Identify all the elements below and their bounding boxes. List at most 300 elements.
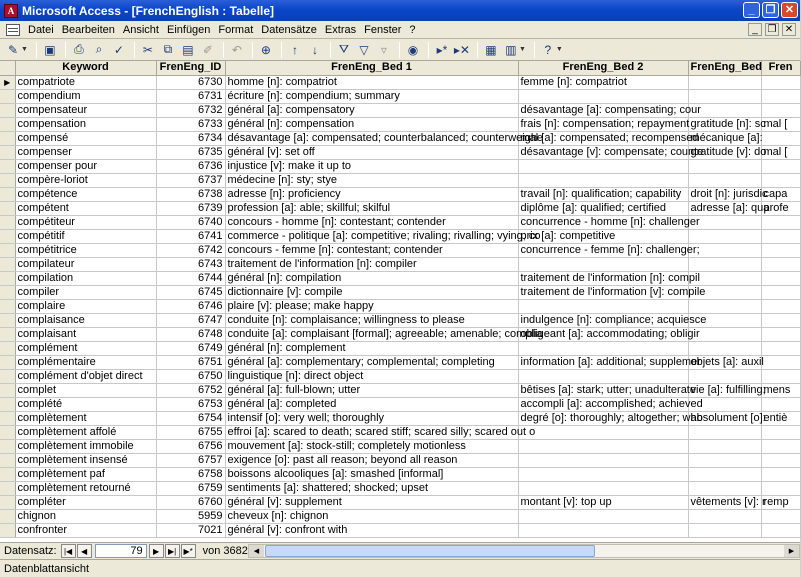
cell-bed-2[interactable]: travail [n]: qualification; capability: [518, 187, 688, 201]
record-selector[interactable]: [0, 271, 15, 285]
cell-bed-1[interactable]: linguistique [n]: direct object: [225, 369, 518, 383]
cell-keyword[interactable]: compétiteur: [15, 215, 156, 229]
cell-bed-2[interactable]: [518, 89, 688, 103]
undo-icon[interactable]: ↶: [231, 42, 242, 57]
cell-bed-1[interactable]: sentiments [a]: shattered; shocked; upset: [225, 481, 518, 495]
cell-freneng-id[interactable]: 6758: [156, 467, 225, 481]
paste-icon[interactable]: ▤: [182, 42, 194, 57]
cell-bed-3[interactable]: vie [a]: fulfilling;: [688, 383, 761, 397]
help-dropdown-arrow-icon[interactable]: ▼: [555, 46, 563, 53]
table-row[interactable]: [0, 187, 800, 201]
new-object-icon[interactable]: ▥: [505, 42, 517, 57]
table-row[interactable]: [0, 299, 800, 313]
cell-bed-4[interactable]: [761, 369, 800, 383]
cell-keyword[interactable]: compère-loriot: [15, 173, 156, 187]
cell-bed-2[interactable]: [518, 509, 688, 523]
table-row[interactable]: [0, 327, 800, 341]
column-header-bed-2[interactable]: FrenEng_Bed 2: [518, 61, 688, 75]
cell-bed-2[interactable]: [518, 425, 688, 439]
cell-freneng-id[interactable]: 6747: [156, 313, 225, 327]
table-row[interactable]: [0, 341, 800, 355]
cell-bed-4[interactable]: [761, 509, 800, 523]
cell-keyword[interactable]: complètement affolé: [15, 425, 156, 439]
cell-bed-1[interactable]: traitement de l'information [n]: compiler: [225, 257, 518, 271]
cell-bed-4[interactable]: [761, 481, 800, 495]
cell-freneng-id[interactable]: 6730: [156, 75, 225, 89]
cell-bed-3[interactable]: gratitude [n]: sc: [688, 117, 761, 131]
record-selector[interactable]: [0, 411, 15, 425]
record-selector[interactable]: [0, 355, 15, 369]
help-icon[interactable]: ?: [544, 42, 552, 57]
table-row[interactable]: [0, 369, 800, 383]
cell-bed-2[interactable]: concurrence - femme [n]: challenger;: [518, 243, 688, 257]
filter-by-selection-icon[interactable]: ⛛: [338, 42, 349, 56]
cell-bed-2[interactable]: [518, 523, 688, 537]
cell-bed-3[interactable]: adresse [a]: qua: [688, 201, 761, 215]
cell-bed-2[interactable]: information [a]: additional; supplemer: [518, 355, 688, 369]
cell-bed-4[interactable]: [761, 341, 800, 355]
record-selector[interactable]: [0, 439, 15, 453]
record-selector[interactable]: ▶: [0, 75, 15, 89]
cell-bed-2[interactable]: femme [n]: compatriot: [518, 75, 688, 89]
record-selector[interactable]: [0, 509, 15, 523]
cell-bed-2[interactable]: [518, 467, 688, 481]
cell-bed-4[interactable]: [761, 327, 800, 341]
cell-bed-1[interactable]: général [a]: complementary; complemental; completing: [225, 355, 518, 369]
cell-keyword[interactable]: compendium: [15, 89, 156, 103]
column-header-bed-1[interactable]: FrenEng_Bed 1: [225, 61, 518, 75]
record-selector[interactable]: [0, 243, 15, 257]
delete-record-icon[interactable]: ▸✕: [453, 42, 470, 57]
spelling-icon[interactable]: ✓: [113, 42, 124, 57]
cell-keyword[interactable]: compétitif: [15, 229, 156, 243]
cell-bed-2[interactable]: désavantage [v]: compensate; counte: [518, 145, 688, 159]
cell-bed-3[interactable]: mécanique [a]:: [688, 131, 761, 145]
record-selector[interactable]: [0, 201, 15, 215]
cell-keyword[interactable]: complètement paf: [15, 467, 156, 481]
record-selector[interactable]: [0, 369, 15, 383]
cell-bed-2[interactable]: frais [n]: compensation; repayment: [518, 117, 688, 131]
cell-freneng-id[interactable]: 6740: [156, 215, 225, 229]
record-selector[interactable]: [0, 145, 15, 159]
cell-bed-4[interactable]: [761, 425, 800, 439]
menu-extras[interactable]: Extras: [324, 23, 357, 36]
record-selector[interactable]: [0, 467, 15, 481]
view-icon[interactable]: ✎: [7, 42, 19, 57]
cell-bed-1[interactable]: conduite [a]: complaisant [formal]; agreeable; amenable; complia: [225, 327, 518, 341]
cell-bed-3[interactable]: [688, 523, 761, 537]
cell-keyword[interactable]: compensateur: [15, 103, 156, 117]
cell-bed-3[interactable]: [688, 229, 761, 243]
record-selector[interactable]: [0, 495, 15, 509]
new-record-icon[interactable]: ▸*: [436, 42, 448, 57]
cell-bed-3[interactable]: [688, 369, 761, 383]
horizontal-scroll-thumb[interactable]: [265, 545, 595, 557]
record-selector[interactable]: [0, 257, 15, 271]
cell-keyword[interactable]: compenser pour: [15, 159, 156, 173]
sort-descending-icon[interactable]: ↓: [311, 42, 318, 57]
cell-bed-4[interactable]: [761, 243, 800, 257]
cell-keyword[interactable]: compensé: [15, 131, 156, 145]
cell-bed-1[interactable]: général [a]: completed: [225, 397, 518, 411]
record-selector[interactable]: [0, 187, 15, 201]
record-selector[interactable]: [0, 299, 15, 313]
cell-keyword[interactable]: complètement retourné: [15, 481, 156, 495]
cell-freneng-id[interactable]: 6753: [156, 397, 225, 411]
cell-bed-1[interactable]: plaire [v]: please; make happy: [225, 299, 518, 313]
table-row[interactable]: [0, 229, 800, 243]
cell-keyword[interactable]: complètement: [15, 411, 156, 425]
cell-keyword[interactable]: complaisant: [15, 327, 156, 341]
record-selector[interactable]: [0, 103, 15, 117]
view-dropdown-arrow-icon[interactable]: ▼: [21, 46, 28, 53]
cell-bed-4[interactable]: [761, 173, 800, 187]
table-row[interactable]: [0, 103, 800, 117]
cell-bed-4[interactable]: [761, 285, 800, 299]
cell-bed-2[interactable]: [518, 369, 688, 383]
cell-bed-3[interactable]: [688, 453, 761, 467]
cell-bed-4[interactable]: [761, 271, 800, 285]
database-window-icon[interactable]: ▦: [485, 42, 497, 57]
cell-bed-4[interactable]: mal [: [761, 117, 800, 131]
table-row[interactable]: [0, 159, 800, 173]
last-record-button[interactable]: ▶|: [165, 544, 180, 558]
table-row[interactable]: [0, 173, 800, 187]
record-selector[interactable]: [0, 215, 15, 229]
cell-freneng-id[interactable]: 6742: [156, 243, 225, 257]
cell-keyword[interactable]: complaisance: [15, 313, 156, 327]
table-row[interactable]: [0, 495, 800, 509]
record-selector[interactable]: [0, 313, 15, 327]
cell-freneng-id[interactable]: 6752: [156, 383, 225, 397]
record-selector[interactable]: [0, 229, 15, 243]
table-row[interactable]: [0, 439, 800, 453]
cell-freneng-id[interactable]: 5959: [156, 509, 225, 523]
cell-bed-1[interactable]: commerce - politique [a]: competitive; rivaling; rivalling; vying; co: [225, 229, 518, 243]
record-selector[interactable]: [0, 481, 15, 495]
table-row[interactable]: [0, 313, 800, 327]
table-row[interactable]: [0, 397, 800, 411]
print-icon[interactable]: ⎙: [74, 42, 84, 56]
record-selector[interactable]: [0, 453, 15, 467]
cell-bed-2[interactable]: traitement de l'information [n]: compil: [518, 271, 688, 285]
cell-bed-4[interactable]: [761, 299, 800, 313]
cell-bed-1[interactable]: dictionnaire [v]: compile: [225, 285, 518, 299]
cell-bed-4[interactable]: [761, 355, 800, 369]
cell-bed-1[interactable]: concours - femme [n]: contestant; contender: [225, 243, 518, 257]
cell-bed-4[interactable]: [761, 257, 800, 271]
insert-hyperlink-icon[interactable]: ⊕: [260, 42, 271, 57]
cell-bed-1[interactable]: injustice [v]: make it up to: [225, 159, 518, 173]
cell-keyword[interactable]: compenser: [15, 145, 156, 159]
cell-bed-2[interactable]: [518, 481, 688, 495]
cell-bed-2[interactable]: [518, 299, 688, 313]
cell-bed-4[interactable]: [761, 131, 800, 145]
previous-record-button[interactable]: ◀: [77, 544, 92, 558]
cell-bed-2[interactable]: mal [a]: compensated; recompensed: [518, 131, 688, 145]
doc-restore-button[interactable]: ❐: [765, 23, 779, 36]
cell-bed-1[interactable]: cheveux [n]: chignon: [225, 509, 518, 523]
table-row[interactable]: [0, 271, 800, 285]
cell-keyword[interactable]: compiler: [15, 285, 156, 299]
cell-freneng-id[interactable]: 6750: [156, 369, 225, 383]
restore-button[interactable]: ❐: [762, 2, 779, 18]
table-row[interactable]: [0, 481, 800, 495]
cell-bed-1[interactable]: désavantage [a]: compensated; counterbalanced; counterweighe: [225, 131, 518, 145]
cell-freneng-id[interactable]: 6735: [156, 145, 225, 159]
next-record-button[interactable]: ▶: [149, 544, 164, 558]
cell-bed-3[interactable]: [688, 439, 761, 453]
cell-keyword[interactable]: complément d'objet direct: [15, 369, 156, 383]
cell-freneng-id[interactable]: 6741: [156, 229, 225, 243]
cell-keyword[interactable]: complément: [15, 341, 156, 355]
table-row[interactable]: [0, 411, 800, 425]
cell-freneng-id[interactable]: 6745: [156, 285, 225, 299]
menu-datensaetze[interactable]: Datensätze: [261, 23, 317, 36]
find-icon[interactable]: ◉: [407, 42, 419, 57]
new-record-nav-button[interactable]: ▶*: [181, 544, 196, 558]
record-selector[interactable]: [0, 285, 15, 299]
horizontal-scrollbar[interactable]: [248, 544, 800, 558]
cell-bed-3[interactable]: [688, 509, 761, 523]
cell-bed-3[interactable]: gratitude [v]: do: [688, 145, 761, 159]
cut-icon[interactable]: ✂: [142, 42, 153, 57]
cell-bed-1[interactable]: effroi [a]: scared to death; scared stiff; scared silly; scared out o: [225, 425, 518, 439]
cell-keyword[interactable]: complètement insensé: [15, 453, 156, 467]
cell-bed-1[interactable]: général [n]: compilation: [225, 271, 518, 285]
cell-bed-2[interactable]: obligeant [a]: accommodating; obligir: [518, 327, 688, 341]
table-row[interactable]: [0, 425, 800, 439]
table-row[interactable]: [0, 131, 800, 145]
cell-keyword[interactable]: complété: [15, 397, 156, 411]
cell-bed-1[interactable]: boissons alcooliques [a]: smashed [informal]: [225, 467, 518, 481]
cell-bed-4[interactable]: [761, 313, 800, 327]
cell-bed-1[interactable]: général [a]: compensatory: [225, 103, 518, 117]
save-icon[interactable]: ▣: [44, 42, 56, 57]
cell-bed-2[interactable]: [518, 341, 688, 355]
cell-bed-4[interactable]: [761, 467, 800, 481]
table-row[interactable]: [0, 89, 800, 103]
table-row[interactable]: [0, 257, 800, 271]
cell-keyword[interactable]: compléter: [15, 495, 156, 509]
menu-format[interactable]: Format: [218, 23, 254, 36]
cell-bed-4[interactable]: mens: [761, 383, 800, 397]
cell-keyword[interactable]: compétent: [15, 201, 156, 215]
cell-bed-1[interactable]: général [a]: full-blown; utter: [225, 383, 518, 397]
record-selector[interactable]: [0, 341, 15, 355]
record-selector[interactable]: [0, 523, 15, 537]
apply-filter-icon[interactable]: ▿: [380, 42, 387, 57]
current-record-input[interactable]: [95, 544, 147, 558]
cell-freneng-id[interactable]: 7021: [156, 523, 225, 537]
record-selector[interactable]: [0, 383, 15, 397]
cell-keyword[interactable]: complet: [15, 383, 156, 397]
new-object-dropdown-arrow-icon[interactable]: ▼: [518, 46, 526, 53]
cell-bed-4[interactable]: mal [: [761, 145, 800, 159]
table-row[interactable]: [0, 75, 800, 89]
cell-freneng-id[interactable]: 6738: [156, 187, 225, 201]
cell-bed-1[interactable]: mouvement [a]: stock-still; completely motionless: [225, 439, 518, 453]
cell-bed-2[interactable]: [518, 439, 688, 453]
cell-bed-4[interactable]: remp: [761, 495, 800, 509]
cell-freneng-id[interactable]: 6734: [156, 131, 225, 145]
record-selector[interactable]: [0, 117, 15, 131]
menu-fenster[interactable]: Fenster: [364, 23, 402, 36]
cell-bed-3[interactable]: [688, 425, 761, 439]
cell-bed-1[interactable]: écriture [n]: compendium; summary: [225, 89, 518, 103]
cell-bed-2[interactable]: [518, 453, 688, 467]
cell-bed-4[interactable]: [761, 89, 800, 103]
cell-keyword[interactable]: chignon: [15, 509, 156, 523]
record-selector[interactable]: [0, 327, 15, 341]
cell-freneng-id[interactable]: 6731: [156, 89, 225, 103]
cell-bed-4[interactable]: [761, 75, 800, 89]
first-record-button[interactable]: |◀: [61, 544, 76, 558]
cell-freneng-id[interactable]: 6743: [156, 257, 225, 271]
cell-bed-4[interactable]: [761, 103, 800, 117]
scroll-right-icon[interactable]: ▶: [784, 545, 799, 557]
column-header-keyword[interactable]: Keyword: [15, 61, 156, 75]
cell-bed-4[interactable]: [761, 439, 800, 453]
cell-keyword[interactable]: compétence: [15, 187, 156, 201]
cell-bed-1[interactable]: général [n]: compensation: [225, 117, 518, 131]
record-selector[interactable]: [0, 159, 15, 173]
access-app-icon[interactable]: A: [4, 4, 18, 18]
menu-help[interactable]: ?: [409, 23, 416, 36]
cell-bed-3[interactable]: vêtements [v]: r: [688, 495, 761, 509]
table-row[interactable]: [0, 243, 800, 257]
cell-keyword[interactable]: complaire: [15, 299, 156, 313]
cell-bed-2[interactable]: bêtises [a]: stark; utter; unadulterate: [518, 383, 688, 397]
cell-bed-1[interactable]: intensif [o]: very well; thoroughly: [225, 411, 518, 425]
table-row[interactable]: [0, 355, 800, 369]
cell-keyword[interactable]: complémentaire: [15, 355, 156, 369]
column-header-bed-4[interactable]: Fren: [761, 61, 800, 75]
record-selector[interactable]: [0, 173, 15, 187]
menu-bearbeiten[interactable]: Bearbeiten: [61, 23, 115, 36]
cell-bed-3[interactable]: [688, 89, 761, 103]
cell-bed-3[interactable]: [688, 299, 761, 313]
cell-keyword[interactable]: compétitrice: [15, 243, 156, 257]
record-selector[interactable]: [0, 397, 15, 411]
cell-bed-2[interactable]: traitement de l'information [v]: compile: [518, 285, 688, 299]
column-header-freneng-id[interactable]: FrenEng_ID: [156, 61, 225, 75]
cell-bed-3[interactable]: [688, 341, 761, 355]
copy-icon[interactable]: ⧉: [163, 42, 173, 56]
cell-keyword[interactable]: compensation: [15, 117, 156, 131]
column-header-bed-3[interactable]: FrenEng_Bed: [688, 61, 761, 75]
cell-keyword[interactable]: confronter: [15, 523, 156, 537]
cell-freneng-id[interactable]: 6737: [156, 173, 225, 187]
table-row[interactable]: [0, 145, 800, 159]
doc-minimize-button[interactable]: _: [748, 23, 762, 36]
cell-bed-3[interactable]: objets [a]: auxil: [688, 355, 761, 369]
table-row[interactable]: [0, 285, 800, 299]
record-selector[interactable]: [0, 425, 15, 439]
scroll-left-icon[interactable]: ◀: [249, 545, 264, 557]
cell-bed-1[interactable]: adresse [n]: proficiency: [225, 187, 518, 201]
cell-keyword[interactable]: compilateur: [15, 257, 156, 271]
table-row[interactable]: [0, 215, 800, 229]
cell-bed-2[interactable]: [518, 159, 688, 173]
cell-bed-4[interactable]: profe: [761, 201, 800, 215]
cell-freneng-id[interactable]: 6732: [156, 103, 225, 117]
cell-bed-1[interactable]: conduite [n]: complaisance; willingness to please: [225, 313, 518, 327]
cell-freneng-id[interactable]: 6759: [156, 481, 225, 495]
cell-freneng-id[interactable]: 6749: [156, 341, 225, 355]
doc-close-button[interactable]: ✕: [782, 23, 796, 36]
cell-bed-4[interactable]: [761, 523, 800, 537]
table-window-icon[interactable]: [6, 24, 20, 36]
record-selector[interactable]: [0, 89, 15, 103]
cell-keyword[interactable]: complètement immobile: [15, 439, 156, 453]
cell-bed-2[interactable]: [518, 257, 688, 271]
cell-bed-1[interactable]: médecine [n]: sty; stye: [225, 173, 518, 187]
cell-bed-3[interactable]: droit [n]: jurisdic: [688, 187, 761, 201]
cell-bed-2[interactable]: [518, 173, 688, 187]
close-button[interactable]: ✕: [781, 2, 798, 18]
cell-bed-4[interactable]: [761, 453, 800, 467]
cell-bed-4[interactable]: [761, 215, 800, 229]
table-row[interactable]: [0, 509, 800, 523]
cell-freneng-id[interactable]: 6733: [156, 117, 225, 131]
cell-freneng-id[interactable]: 6746: [156, 299, 225, 313]
cell-bed-3[interactable]: [688, 481, 761, 495]
table-row[interactable]: [0, 201, 800, 215]
cell-freneng-id[interactable]: 6751: [156, 355, 225, 369]
cell-bed-2[interactable]: diplôme [a]: qualified; certified: [518, 201, 688, 215]
cell-freneng-id[interactable]: 6736: [156, 159, 225, 173]
cell-bed-1[interactable]: général [v]: supplement: [225, 495, 518, 509]
cell-bed-2[interactable]: montant [v]: top up: [518, 495, 688, 509]
cell-bed-1[interactable]: concours - homme [n]: contestant; contender: [225, 215, 518, 229]
menu-einfuegen[interactable]: Einfügen: [166, 23, 211, 36]
cell-bed-2[interactable]: degré [o]: thoroughly; altogether; who: [518, 411, 688, 425]
table-row[interactable]: [0, 453, 800, 467]
cell-bed-1[interactable]: général [n]: complement: [225, 341, 518, 355]
table-row[interactable]: [0, 117, 800, 131]
cell-bed-2[interactable]: prix [a]: competitive: [518, 229, 688, 243]
menu-ansicht[interactable]: Ansicht: [122, 23, 159, 36]
cell-bed-3[interactable]: [688, 159, 761, 173]
cell-bed-4[interactable]: entiè: [761, 411, 800, 425]
cell-bed-2[interactable]: concurrence - homme [n]: challenger: [518, 215, 688, 229]
select-all-corner[interactable]: [0, 61, 15, 75]
cell-freneng-id[interactable]: 6757: [156, 453, 225, 467]
cell-bed-3[interactable]: [688, 257, 761, 271]
format-painter-icon[interactable]: ✐: [202, 42, 213, 57]
cell-bed-1[interactable]: profession [a]: able; skillful; skilful: [225, 201, 518, 215]
cell-bed-3[interactable]: [688, 467, 761, 481]
cell-freneng-id[interactable]: 6748: [156, 327, 225, 341]
table-row[interactable]: [0, 467, 800, 481]
minimize-button[interactable]: _: [743, 2, 760, 18]
cell-freneng-id[interactable]: 6755: [156, 425, 225, 439]
table-row[interactable]: [0, 523, 800, 537]
cell-bed-1[interactable]: exigence [o]: past all reason; beyond all reason: [225, 453, 518, 467]
cell-bed-1[interactable]: homme [n]: compatriot: [225, 75, 518, 89]
cell-bed-1[interactable]: général [v]: confront with: [225, 523, 518, 537]
cell-keyword[interactable]: compatriote: [15, 75, 156, 89]
cell-freneng-id[interactable]: 6754: [156, 411, 225, 425]
sort-ascending-icon[interactable]: ↑: [291, 42, 298, 57]
print-preview-icon[interactable]: ⌕: [95, 42, 103, 56]
record-selector[interactable]: [0, 131, 15, 145]
cell-bed-4[interactable]: [761, 159, 800, 173]
cell-keyword[interactable]: compilation: [15, 271, 156, 285]
cell-freneng-id[interactable]: 6744: [156, 271, 225, 285]
cell-bed-3[interactable]: [688, 173, 761, 187]
